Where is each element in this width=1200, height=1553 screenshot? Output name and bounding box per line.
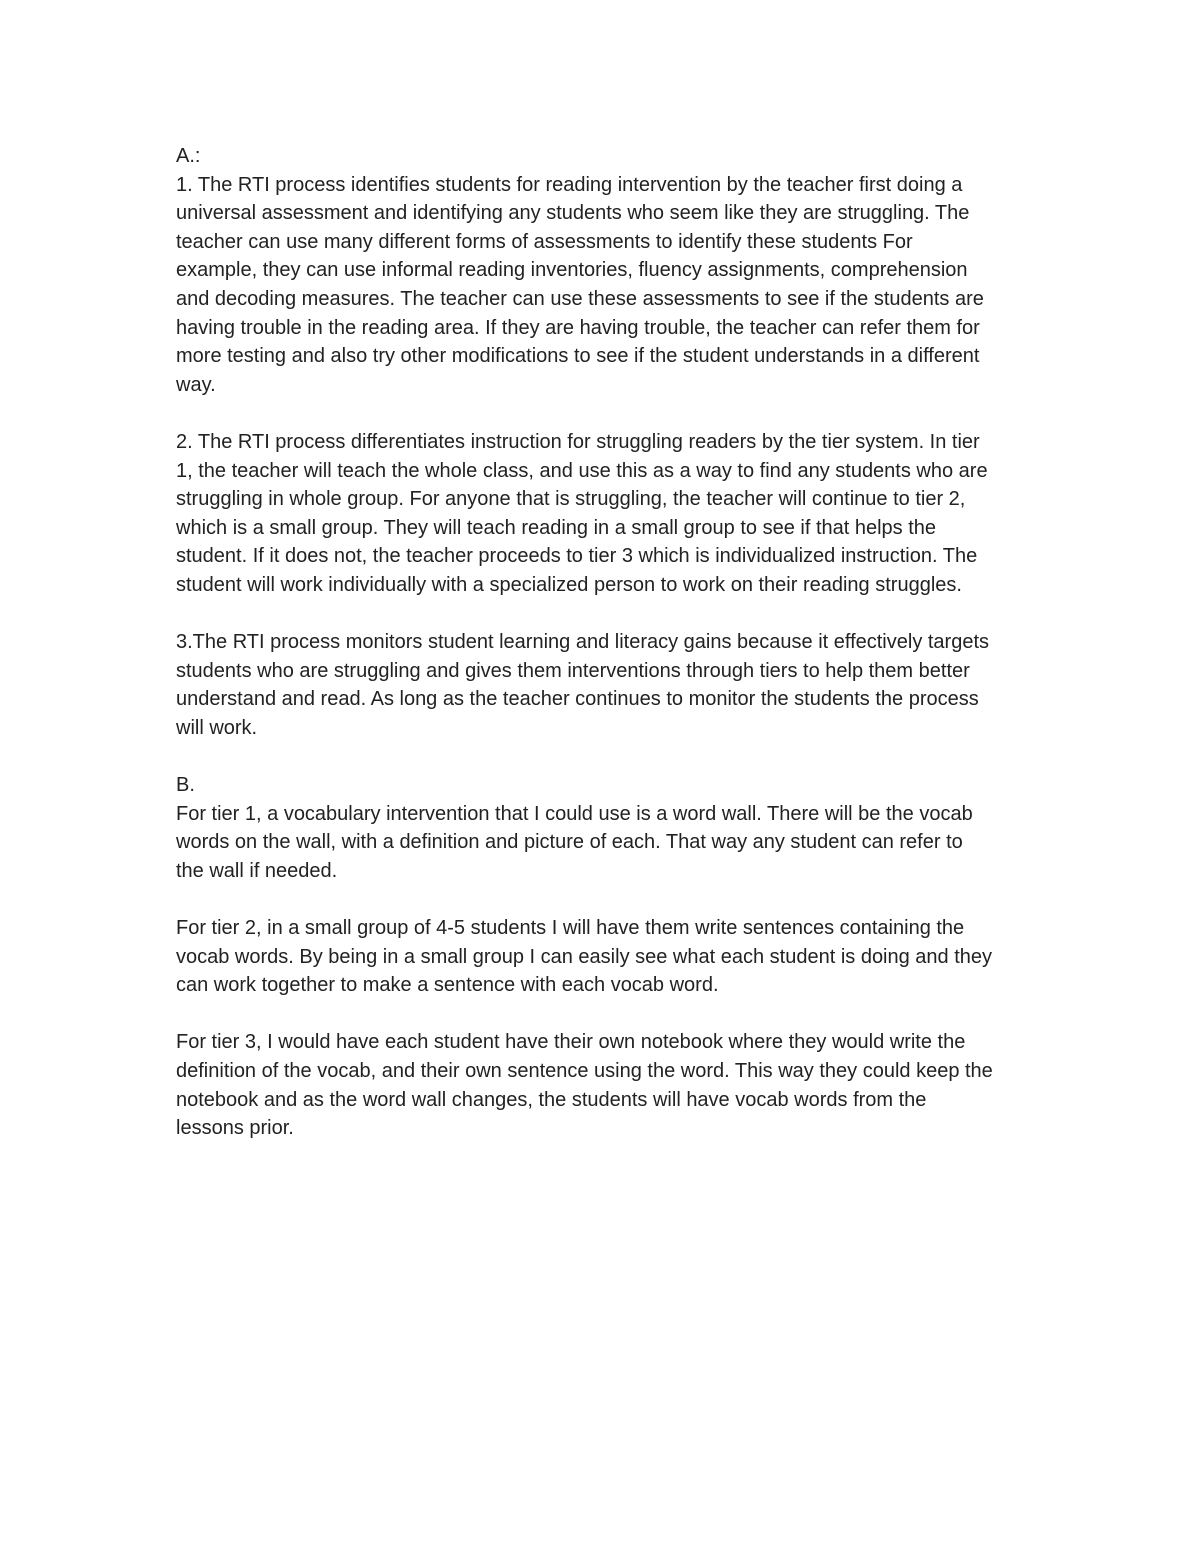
text-line: having trouble in the reading area. If they are having trouble, the teacher can refer them for [176, 316, 980, 339]
text-line: the wall if needed. [176, 859, 338, 882]
text-line: will work. [176, 716, 258, 739]
section-b-heading: B. [176, 774, 195, 797]
text-line: 3.The RTI process monitors student learning and literacy gains because it effectively targets [176, 631, 990, 654]
text-line: 1. The RTI process identifies students for reading intervention by the teacher first doing a [176, 173, 963, 196]
paragraph-section-a-2 [176, 428, 1066, 600]
text-line: notebook and as the word wall changes, the students will have vocab words from the [176, 1088, 927, 1111]
text-line: more testing and also try other modifications to see if the student understands in a different [176, 345, 980, 368]
text-line: which is a small group. They will teach reading in a small group to see if that helps the [176, 516, 937, 539]
paragraph-spacer [176, 399, 1066, 428]
text-line: student. If it does not, the teacher proceeds to tier 3 which is individualized instruction. The [176, 545, 978, 568]
text-line: 1, the teacher will teach the whole class, and use this as a way to find any students who are [176, 459, 988, 482]
paragraph-section-b-tier-3 [176, 1028, 1066, 1142]
text-line: and decoding measures. The teacher can use these assessments to see if the students are [176, 287, 984, 310]
paragraph-spacer [176, 885, 1066, 914]
text-line: can work together to make a sentence with each vocab word. [176, 974, 719, 997]
text-line: example, they can use informal reading inventories, fluency assignments, comprehension [176, 259, 968, 282]
paragraph-section-a-1 [176, 142, 1066, 399]
text-line: understand and read. As long as the teacher continues to monitor the students the process [176, 688, 979, 711]
text-line: For tier 2, in a small group of 4-5 students I will have them write sentences containing the [176, 917, 965, 940]
paragraph-spacer [176, 1000, 1066, 1029]
paragraph-spacer [176, 600, 1066, 629]
paragraph-section-a-3 [176, 628, 1066, 742]
text-line: struggling in whole group. For anyone that is struggling, the teacher will continue to tier 2, [176, 488, 966, 511]
section-a-heading: A.: [176, 145, 201, 167]
text-line: way. [176, 373, 216, 396]
text-line: universal assessment and identifying any students who seem like they are struggling. The [176, 202, 970, 225]
paragraph-section-b-tier-2 [176, 914, 1066, 1000]
text-line: vocab words. By being in a small group I can easily see what each student is doing and they [176, 945, 993, 968]
text-line: 2. The RTI process differentiates instruction for struggling readers by the tier system. In tier [176, 430, 980, 453]
text-line: teacher can use many different forms of assessments to identify these students For [176, 230, 913, 253]
document-page [176, 142, 1066, 1143]
text-line: words on the wall, with a definition and picture of each. That way any student can refer to [176, 831, 963, 854]
text-line: students who are struggling and gives them interventions through tiers to help them better [176, 659, 970, 682]
text-line: For tier 3, I would have each student have their own notebook where they would write the [176, 1031, 966, 1054]
paragraph-spacer [176, 742, 1066, 771]
text-line: definition of the vocab, and their own sentence using the word. This way they could keep the [176, 1060, 993, 1082]
text-line: student will work individually with a specialized person to work on their reading struggles. [176, 573, 962, 596]
paragraph-section-b-tier-1 [176, 771, 1066, 885]
text-line: lessons prior. [176, 1117, 294, 1140]
text-line: For tier 1, a vocabulary intervention that I could use is a word wall. There will be the vocab [176, 802, 973, 825]
